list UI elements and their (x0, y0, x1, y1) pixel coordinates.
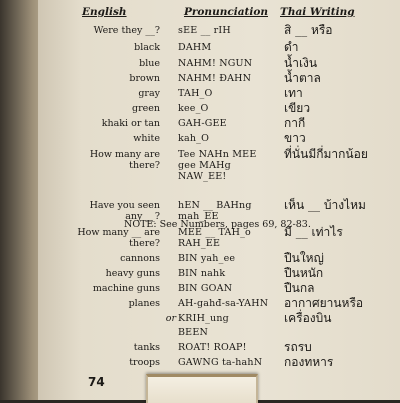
english-cell: cannons (120, 253, 160, 264)
thai-writing-cell: เขียว (284, 101, 311, 115)
pronunciation-cell: NAHM! NGUN (178, 58, 253, 69)
pronunciation-cell: BIN nahk (178, 268, 226, 279)
english-cell: there? (129, 238, 160, 249)
english-cell: white (133, 133, 160, 144)
thai-writing-cell: มี __ เท่าไร (284, 225, 343, 239)
pronunciation-cell: MEE __ TAH_o (178, 227, 251, 238)
english-cell: green (132, 103, 160, 114)
thai-writing-cell: ปืนกล (284, 281, 315, 295)
pronunciation-cell: BEEN (178, 327, 208, 338)
thai-writing-cell: ดำ (284, 40, 299, 54)
thai-writing-cell: ปืนใหญ่ (284, 251, 324, 265)
english-cell: tanks (133, 342, 160, 353)
pronunciation-cell: Tee NAHn MEE (178, 149, 257, 160)
or-connector: or (165, 313, 176, 324)
english-cell: How many are (89, 149, 160, 160)
thai-writing-cell: น้ำเงิน (284, 56, 318, 70)
thai-writing-cell: ปืนหนัก (284, 266, 324, 280)
pronunciation-cell: BIN yah_ee (178, 253, 236, 264)
pronunciation-cell: DAHM (178, 42, 212, 53)
thai-writing-cell: สิ __ หรือ (284, 23, 333, 37)
english-cell: gray (138, 88, 160, 99)
pronunciation-cell: gee MAHg (178, 160, 231, 171)
thai-writing-cell: ที่นั่นมีกี่มากน้อย (284, 147, 368, 161)
thai-writing-cell: อากาศยานหรือ (284, 296, 364, 310)
thai-writing-cell: น้ำตาล (284, 71, 321, 85)
english-cell: blue (139, 58, 160, 69)
numbers-note: NOTE: See Numbers, pages 69, 82-83. (124, 219, 311, 230)
thai-writing-cell: รถรบ (284, 340, 312, 354)
english-cell: Have you seen (89, 200, 160, 211)
pronunciation-cell: kee_O (178, 103, 209, 114)
paper-tab (146, 374, 258, 403)
english-cell: planes (128, 298, 160, 309)
english-cell: brown (129, 73, 160, 84)
pronunciation-cell: NAW_EE! (178, 171, 227, 182)
pronunciation-cell: ROAT! ROAP! (178, 342, 247, 353)
thai-writing-cell: กองทหาร (284, 355, 334, 369)
thai-writing-cell: กากี (284, 116, 306, 130)
english-cell: any __? (125, 211, 160, 222)
page-number: 74 (88, 375, 105, 389)
thai-writing-cell: ขาว (284, 131, 306, 145)
pronunciation-cell: BIN GOAN (178, 283, 233, 294)
pronunciation-cell: hEN __ BAHng (178, 200, 252, 211)
english-cell: black (134, 42, 160, 53)
english-cell: there? (129, 160, 160, 171)
english-cell: How many __ are (77, 227, 160, 238)
english-cell: machine guns (92, 283, 160, 294)
english-cell: troops (129, 357, 160, 368)
pronunciation-cell: GAWNG ta-hahN (178, 357, 263, 368)
pronunciation-cell: kah_O (178, 133, 210, 144)
thai-writing-cell: เห็น __ บ้างไหม (284, 198, 366, 212)
pronunciation-cell: AH-gahđ-sa-YAHN (178, 298, 269, 309)
pronunciation-cell: sEE __ rIH (178, 25, 231, 36)
header-english: English (82, 6, 127, 18)
pronunciation-cell: NAHM! ĐAHN (178, 73, 252, 84)
pronunciation-cell: KRIH_ung (178, 313, 229, 324)
english-cell: heavy guns (105, 268, 160, 279)
book-page (38, 0, 400, 400)
pronunciation-cell: mah_EE (178, 211, 219, 222)
pronunciation-cell: TAH_O (178, 88, 213, 99)
thai-writing-cell: เทา (284, 86, 303, 100)
pronunciation-cell: RAH_EE (178, 238, 221, 249)
header-pronunciation: Pronunciation (184, 6, 268, 18)
english-cell: khaki or tan (101, 118, 160, 129)
header-thai-writing: Thai Writing (280, 6, 355, 18)
thai-writing-cell: เครื่องบิน (284, 311, 332, 325)
pronunciation-cell: GAH-GEE (178, 118, 227, 129)
english-cell: Were they __? (93, 25, 160, 36)
